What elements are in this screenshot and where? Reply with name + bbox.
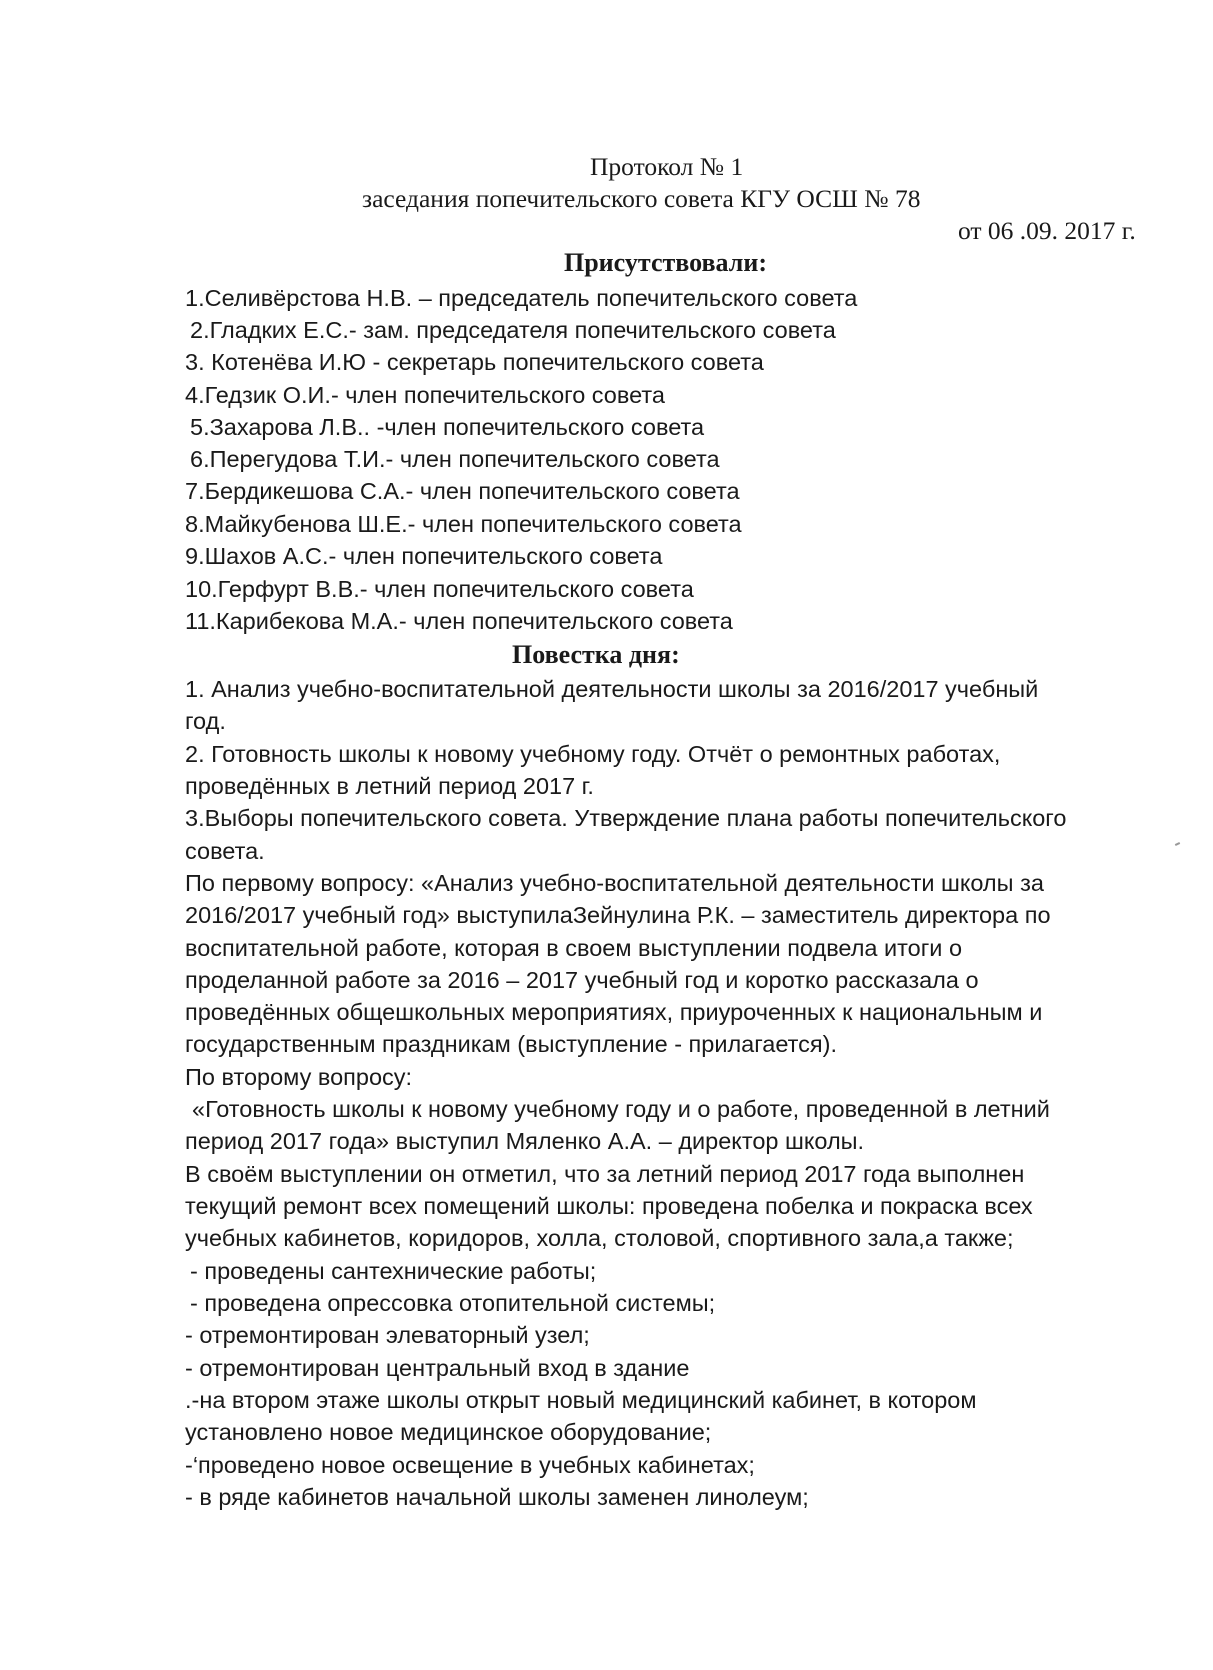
body-line: В своём выступлении он отметил, что за летний период 2017 года выполнен bbox=[185, 1161, 1025, 1187]
body-line: «Готовность школы к новому учебному году и о работе, проведенной в летний bbox=[192, 1096, 1050, 1122]
attendee-item: 4.Гедзик О.И.- член попечительского совета bbox=[185, 382, 665, 408]
attendee-item: 5.Захарова Л.В.. -член попечительского совета bbox=[190, 414, 705, 440]
body-line: - отремонтирован центральный вход в здание bbox=[185, 1355, 690, 1381]
attendee-item: 2.Гладких Е.С.- зам. председателя попечительского совета bbox=[190, 317, 836, 343]
attendees-heading: Присутствовали: bbox=[564, 248, 767, 277]
attendee-item: 9.Шахов А.С.- член попечительского совета bbox=[185, 543, 663, 569]
agenda-line: совета. bbox=[185, 838, 265, 864]
agenda-line: 1. Анализ учебно-воспитательной деятельности школы за 2016/2017 учебный bbox=[185, 676, 1039, 702]
protocol-title: Протокол № 1 bbox=[590, 152, 744, 181]
body-line: - в ряде кабинетов начальной школы заменен линолеум; bbox=[185, 1484, 809, 1510]
body-line: проделанной работе за 2016 – 2017 учебный год и коротко рассказала о bbox=[185, 967, 979, 993]
attendee-item: 11.Карибекова М.А.- член попечительского совета bbox=[185, 608, 733, 634]
body-line: период 2017 года» выступил Мяленко А.А. – директор школы. bbox=[185, 1128, 865, 1154]
scan-speck bbox=[1175, 842, 1180, 846]
body-line: - отремонтирован элеваторный узел; bbox=[185, 1322, 590, 1348]
body-line: По второму вопросу: bbox=[185, 1064, 413, 1090]
agenda-line: проведённых в летний период 2017 г. bbox=[185, 773, 594, 799]
attendee-item: 6.Перегудова Т.И.- член попечительского совета bbox=[190, 446, 720, 472]
body-line: государственным праздникам (выступление - прилагается). bbox=[185, 1031, 837, 1057]
attendee-item: 3. Котенёва И.Ю - секретарь попечительского совета bbox=[185, 349, 764, 375]
protocol-subtitle: заседания попечительского совета КГУ ОСШ № 78 bbox=[362, 184, 921, 213]
body-line: учебных кабинетов, коридоров, холла, столовой, спортивного зала,а также; bbox=[185, 1225, 1014, 1251]
body-line: По первому вопросу: «Анализ учебно-воспитательной деятельности школы за bbox=[185, 870, 1044, 896]
agenda-line: 2. Готовность школы к новому учебному году. Отчёт о ремонтных работах, bbox=[185, 741, 1001, 767]
attendee-item: 1.Селивёрстова Н.В. – председатель попечительского совета bbox=[185, 285, 858, 311]
body-line: - проведена опрессовка отопительной системы; bbox=[190, 1290, 716, 1316]
body-line: текущий ремонт всех помещений школы: проведена побелка и покраска всех bbox=[185, 1193, 1033, 1219]
body-line: - проведены сантехнические работы; bbox=[190, 1258, 597, 1284]
attendee-item: 7.Бердикешова С.А.- член попечительского совета bbox=[185, 478, 740, 504]
attendee-item: 8.Майкубенова Ш.Е.- член попечительского совета bbox=[185, 511, 742, 537]
body-line: 2016/2017 учебный год» выступилаЗейнулина Р.К. – заместитель директора по bbox=[185, 902, 1051, 928]
body-line: .-на втором этаже школы открыт новый медицинский кабинет, в котором bbox=[185, 1387, 977, 1413]
agenda-line: год. bbox=[185, 708, 226, 734]
agenda-heading: Повестка дня: bbox=[512, 640, 680, 669]
body-line: воспитательной работе, которая в своем выступлении подвела итоги о bbox=[185, 935, 963, 961]
body-line: установлено новое медицинское оборудование; bbox=[185, 1419, 712, 1445]
agenda-line: 3.Выборы попечительского совета. Утверждение плана работы попечительского bbox=[185, 805, 1067, 831]
body-line: -‘проведено новое освещение в учебных кабинетах; bbox=[185, 1452, 755, 1478]
protocol-date: от 06 .09. 2017 г. bbox=[958, 216, 1136, 245]
attendee-item: 10.Герфурт В.В.- член попечительского совета bbox=[185, 576, 694, 602]
body-line: проведённых общешкольных мероприятиях, приуроченных к национальным и bbox=[185, 999, 1043, 1025]
